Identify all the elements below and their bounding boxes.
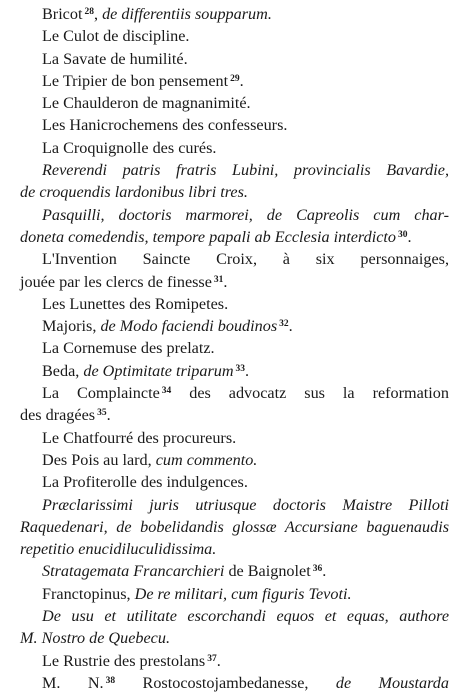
text-line: Reverendi patris fratris Lubini, provincialis Bavardie, xyxy=(42,161,449,180)
text-line: L'Invention Saincte Croix, à six personnaiges, xyxy=(42,250,449,269)
text-line: Beda, de Optimitate triparum $^{33}$. xyxy=(42,361,250,380)
text-line: La Savate de humilité. xyxy=(42,49,188,68)
text-line: Franctopinus, De re militari, cum figuris Tevoti. xyxy=(42,584,352,603)
text-line: Raquedenari, de bobelidandis glossæ Accursiane baguenaudis xyxy=(20,517,449,536)
text-line: M. Nostro de Quebecu. xyxy=(20,629,171,648)
text-line: La Cornemuse des prelatz. xyxy=(42,339,215,358)
text-line: repetitio enucidiluculidissima. xyxy=(20,540,217,559)
text-line: Bricot $^{28}$, de differentiis soupparum. xyxy=(42,5,272,23)
text-line: Les Lunettes des Romipetes. xyxy=(42,294,229,313)
text-line: Le Tripier de bon pensement $^{29}$. xyxy=(42,71,244,90)
text-line: Pasquilli, doctoris marmorei, de Capreolis cum char- xyxy=(42,205,449,224)
text-line: Le Culot de discipline. xyxy=(42,27,190,46)
text-line: Le Chaulderon de magnanimité. xyxy=(42,94,251,113)
text-line: La Croquignolle des curés. xyxy=(42,138,217,157)
text-line: De usu et utilitate escorchandi equos et equas, authore xyxy=(42,607,449,626)
text-line: doneta comedendis, tempore papali ab Ecclesia interdicto $^{30}$. xyxy=(20,227,412,246)
text-line: M. N. $^{38}$ Rostocostojambedanesse, de Moustarda xyxy=(42,673,449,692)
text-line: Des Pois au lard, cum commento. xyxy=(42,450,258,469)
text-line: La Profiterolle des indulgences. xyxy=(42,473,248,492)
text-line: Les Hanicrochemens des confesseurs. xyxy=(42,116,288,135)
text-line: Præclarissimi juris utriusque doctoris Maistre Pilloti xyxy=(42,495,449,514)
text-line: Stratagemata Francarchieri de Baignolet $^{36}$. xyxy=(42,562,327,581)
text-line: des dragées $^{35}$. xyxy=(20,406,111,425)
text-line: Majoris, de Modo faciendi boudinos $^{32}$. xyxy=(42,317,293,336)
text-line: de croquendis lardonibus libri tres. xyxy=(20,183,248,202)
text-line: Le Chatfourré des procureurs. xyxy=(42,428,237,447)
text-line: La Complaincte $^{34}$ des advocatz sus la reformation xyxy=(42,384,449,403)
text-line: Le Rustrie des prestolans $^{37}$. xyxy=(42,651,221,670)
text-line: jouée par les clercs de finesse $^{31}$. xyxy=(20,272,228,291)
